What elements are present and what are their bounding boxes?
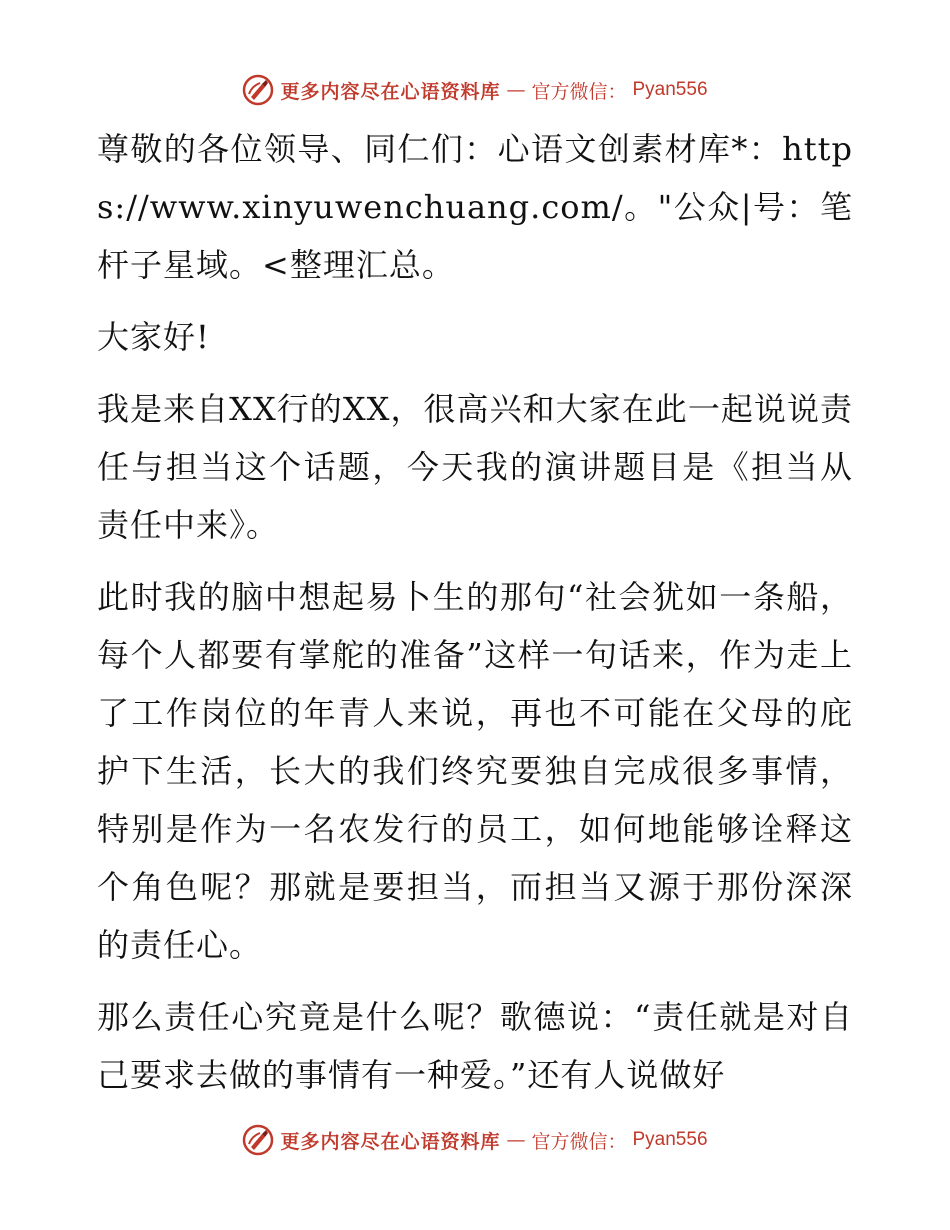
paragraph-intro: 我是来自XX行的XX，很高兴和大家在此一起说说责任与担当这个话题，今天我的演讲题目是《担当从责任中来》。 xyxy=(97,390,853,544)
paragraph-goethe: 那么责任心究竟是什么呢？歌德说：“责任就是对自己要求去做的事情有一种爱。”还有人说做好 xyxy=(97,998,853,1094)
paragraph-greeting: 尊敬的各位领导、同仁们：心语文创素材库*：https://www.xinyuwenchuang.com/。"公众|号：笔杆子星域。<整理汇总。 xyxy=(97,130,853,284)
pen-logo-icon xyxy=(242,74,274,106)
paragraph-ibsen: 此时我的脑中想起易卜生的那句“社会犹如一条船，每个人都要有掌舵的准备”这样一句话来，作为走上了工作岗位的年青人来说，再也不可能在父母的庇护下生活，长大的我们终究要独自完成很多事情，特别是作为一名农发行的员工，如何地能够诠释这个角色呢？那就是要担当，而担当又源于那份深深的责任心。 xyxy=(97,578,853,964)
pen-logo-icon xyxy=(242,1124,274,1156)
banner-brand: 更多内容尽在心语资料库 xyxy=(280,80,501,103)
banner-official-label: 官方微信： xyxy=(531,1130,627,1153)
footer-banner xyxy=(0,1120,950,1160)
banner-wechat-id: Pyan556 xyxy=(632,1129,708,1150)
banner-separator: — xyxy=(506,79,526,101)
document-body xyxy=(97,120,853,1118)
paragraph-hello: 大家好! xyxy=(97,318,210,356)
banner-separator: — xyxy=(506,1129,526,1151)
header-banner xyxy=(0,70,950,110)
banner-wechat-id: Pyan556 xyxy=(632,79,708,100)
banner-brand: 更多内容尽在心语资料库 xyxy=(280,1130,501,1153)
banner-official-label: 官方微信： xyxy=(531,80,627,103)
